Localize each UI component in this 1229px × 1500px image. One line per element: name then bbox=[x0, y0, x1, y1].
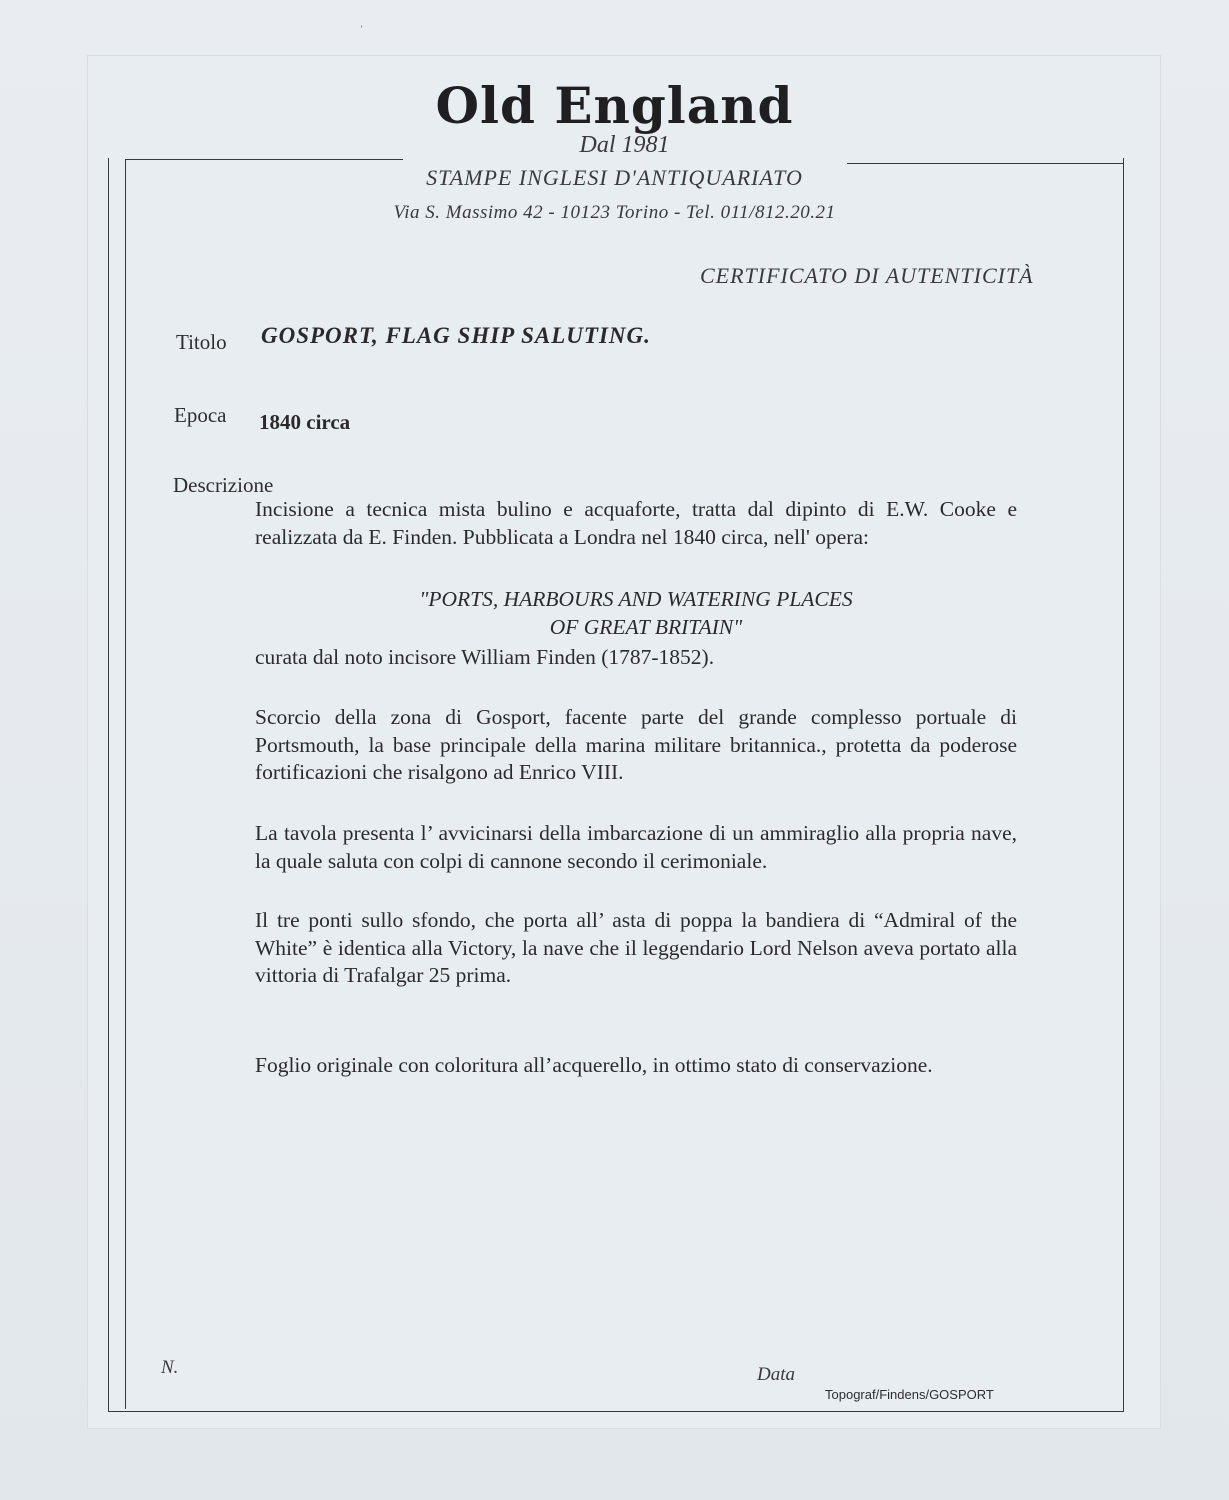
description-paragraph-5 bbox=[255, 1052, 1017, 1080]
frame-inner-left-rule bbox=[125, 159, 126, 1409]
frame-top-rule-left bbox=[125, 159, 403, 160]
scan-mark: ʼ bbox=[360, 24, 363, 34]
epoch-label: Epoca bbox=[174, 403, 227, 427]
description-label: Descrizione bbox=[173, 473, 274, 497]
shop-subtitle: STAMPE INGLESI D'ANTIQUARIATO bbox=[426, 165, 803, 190]
description-text: La tavola presenta l’ avvicinarsi della imbarcazione di un ammiraglio alla propria nave, la quale saluta con colpi di cannone secondo il cerimoniale. bbox=[255, 821, 1017, 873]
certificate-heading: CERTIFICATO DI AUTENTICITÀ bbox=[700, 263, 1034, 288]
quote-line-1: "PORTS, HARBOURS AND WATERING PLACES bbox=[419, 587, 853, 611]
frame-top-rule-right bbox=[847, 163, 1124, 164]
shop-address: Via S. Massimo 42 - 10123 Torino - Tel. 011/812.20.21 bbox=[393, 202, 836, 223]
work-title-quote bbox=[255, 585, 1017, 641]
description-text: Foglio originale con coloritura all’acquerello, in ottimo stato di conservazione. bbox=[255, 1053, 933, 1077]
description-paragraph-4 bbox=[255, 907, 1017, 990]
epoch-value: 1840 circa bbox=[259, 410, 351, 434]
description-text: curata dal noto incisore William Finden (1787-1852). bbox=[255, 645, 715, 669]
brand-logo: Old England bbox=[435, 76, 794, 135]
number-label: N. bbox=[161, 1357, 179, 1378]
catalog-code: Topograf/Findens/GOSPORT bbox=[825, 1387, 994, 1402]
description-paragraph-1 bbox=[255, 496, 1017, 551]
date-label: Data bbox=[757, 1364, 795, 1385]
description-text: Incisione a tecnica mista bulino e acquaforte, tratta dal dipinto di E.W. Cooke e realizzata da E. Finden. Pubblicata a Londra nel 1840 circa, nell' opera: bbox=[255, 497, 1017, 549]
quote-line-2: OF GREAT BRITAIN" bbox=[549, 615, 743, 639]
description-paragraph-3 bbox=[255, 820, 1017, 875]
description-paragraph-1-end bbox=[255, 644, 1017, 672]
title-label: Titolo bbox=[176, 330, 227, 354]
title-value: GOSPORT, FLAG SHIP SALUTING. bbox=[261, 323, 651, 348]
description-text: Il tre ponti sullo sfondo, che porta all’ asta di poppa la bandiera di “Admiral of the White” è identica alla Victory, la nave che il leggendario Lord Nelson aveva portato alla vittoria di Trafalgar 25 prima. bbox=[255, 908, 1017, 987]
since-year: Dal 1981 bbox=[579, 132, 670, 158]
description-paragraph-2 bbox=[255, 704, 1017, 787]
description-text: Scorcio della zona di Gosport, facente parte del grande complesso portuale di Portsmouth, la base principale della marina militare britannica., protetta da poderose fortificazioni che risalgono ad Enrico VIII. bbox=[255, 705, 1017, 784]
